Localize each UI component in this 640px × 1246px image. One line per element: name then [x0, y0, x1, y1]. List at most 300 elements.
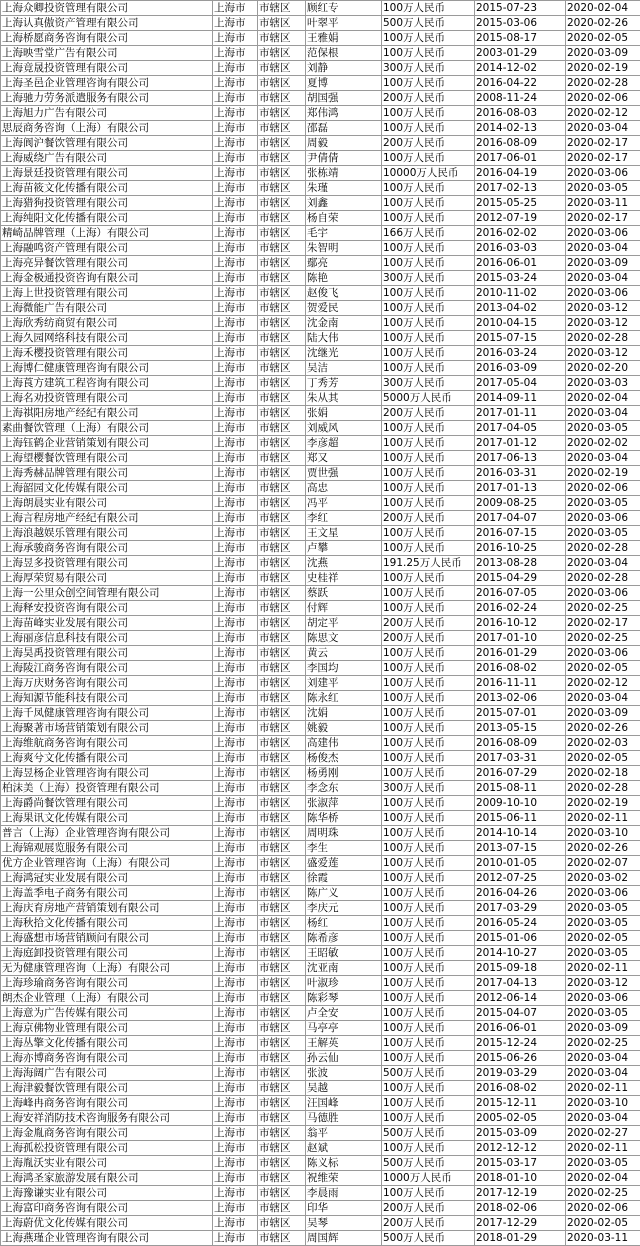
- table-row: [1, 736, 640, 751]
- established-date-cell: 2015-09-18: [475, 961, 566, 976]
- update-date-cell: 2020-02-25: [566, 1186, 640, 1201]
- legal-representative-cell: 印华: [306, 1201, 382, 1216]
- city-cell: 上海市: [213, 721, 258, 736]
- established-date-cell: 2008-11-24: [475, 91, 566, 106]
- city-cell: 上海市: [213, 571, 258, 586]
- registered-capital-cell: 200万人民币: [382, 631, 475, 646]
- registered-capital-cell: 200万人民币: [382, 91, 475, 106]
- registered-capital-cell: 100万人民币: [382, 301, 475, 316]
- company-name-cell: 上海浪越娱乐管理有限公司: [1, 526, 213, 541]
- registered-capital-cell: 100万人民币: [382, 751, 475, 766]
- update-date-cell: 2020-03-04: [566, 271, 640, 286]
- legal-representative-cell: 马亭亭: [306, 1021, 382, 1036]
- legal-representative-cell: 卢攀: [306, 541, 382, 556]
- city-cell: 上海市: [213, 106, 258, 121]
- table-row: [1, 1096, 640, 1111]
- district-cell: 市辖区: [258, 1081, 306, 1096]
- legal-representative-cell: 刘鑫: [306, 196, 382, 211]
- registered-capital-cell: 1000万人民币: [382, 1171, 475, 1186]
- update-date-cell: 2020-03-11: [566, 196, 640, 211]
- legal-representative-cell: 付辉: [306, 601, 382, 616]
- table-row: [1, 586, 640, 601]
- established-date-cell: 2015-06-11: [475, 811, 566, 826]
- established-date-cell: 2015-08-17: [475, 31, 566, 46]
- city-cell: 上海市: [213, 1036, 258, 1051]
- update-date-cell: 2020-03-05: [566, 916, 640, 931]
- city-cell: 上海市: [213, 1111, 258, 1126]
- city-cell: 上海市: [213, 841, 258, 856]
- table-row: [1, 196, 640, 211]
- legal-representative-cell: 杨俊杰: [306, 751, 382, 766]
- district-cell: 市辖区: [258, 16, 306, 31]
- company-name-cell: 上海珍瑜商务咨询有限公司: [1, 976, 213, 991]
- legal-representative-cell: 陈彩琴: [306, 991, 382, 1006]
- company-name-cell: 上海维航商务咨询有限公司: [1, 736, 213, 751]
- registered-capital-cell: 300万人民币: [382, 376, 475, 391]
- update-date-cell: 2020-02-12: [566, 676, 640, 691]
- city-cell: 上海市: [213, 256, 258, 271]
- update-date-cell: 2020-02-06: [566, 1201, 640, 1216]
- legal-representative-cell: 杨红: [306, 916, 382, 931]
- company-name-cell: 上海博仁健康管理咨询有限公司: [1, 361, 213, 376]
- company-name-cell: 上海峰冉商务咨询有限公司: [1, 1096, 213, 1111]
- registered-capital-cell: 100万人民币: [382, 1186, 475, 1201]
- company-name-cell: 上海安祥消防技术咨询服务有限公司: [1, 1111, 213, 1126]
- registered-capital-cell: 100万人民币: [382, 736, 475, 751]
- update-date-cell: 2020-03-09: [566, 706, 640, 721]
- company-name-cell: 普言（上海）企业管理咨询有限公司: [1, 826, 213, 841]
- city-cell: 上海市: [213, 346, 258, 361]
- registered-capital-cell: 100万人民币: [382, 256, 475, 271]
- district-cell: 市辖区: [258, 631, 306, 646]
- district-cell: 市辖区: [258, 481, 306, 496]
- table-row: [1, 961, 640, 976]
- table-row: [1, 31, 640, 46]
- legal-representative-cell: 李彦超: [306, 436, 382, 451]
- company-name-cell: 上海亦博商务咨询有限公司: [1, 1051, 213, 1066]
- table-row: [1, 826, 640, 841]
- district-cell: 市辖区: [258, 421, 306, 436]
- table-row: [1, 556, 640, 571]
- district-cell: 市辖区: [258, 526, 306, 541]
- update-date-cell: 2020-02-05: [566, 661, 640, 676]
- district-cell: 市辖区: [258, 586, 306, 601]
- established-date-cell: 2016-07-29: [475, 766, 566, 781]
- update-date-cell: 2020-03-04: [566, 556, 640, 571]
- company-name-cell: 上海京佛物业管理有限公司: [1, 1021, 213, 1036]
- city-cell: 上海市: [213, 556, 258, 571]
- legal-representative-cell: 吴越: [306, 1081, 382, 1096]
- update-date-cell: 2020-02-18: [566, 766, 640, 781]
- registered-capital-cell: 100万人民币: [382, 976, 475, 991]
- update-date-cell: 2020-03-05: [566, 901, 640, 916]
- table-row: [1, 631, 640, 646]
- legal-representative-cell: 盛爱莲: [306, 856, 382, 871]
- update-date-cell: 2020-02-06: [566, 91, 640, 106]
- update-date-cell: 2020-03-09: [566, 1021, 640, 1036]
- registered-capital-cell: 500万人民币: [382, 1231, 475, 1246]
- district-cell: 市辖区: [258, 1111, 306, 1126]
- table-row: [1, 331, 640, 346]
- district-cell: 市辖区: [258, 691, 306, 706]
- registered-capital-cell: 100万人民币: [382, 286, 475, 301]
- established-date-cell: 2013-07-15: [475, 841, 566, 856]
- company-name-cell: 上海知源节能科技有限公司: [1, 691, 213, 706]
- company-name-cell: 上海豫谦实业有限公司: [1, 1186, 213, 1201]
- table-row: [1, 511, 640, 526]
- legal-representative-cell: 卢全安: [306, 1006, 382, 1021]
- legal-representative-cell: 张波: [306, 1066, 382, 1081]
- update-date-cell: 2020-02-11: [566, 1081, 640, 1096]
- city-cell: 上海市: [213, 361, 258, 376]
- established-date-cell: 2017-02-13: [475, 181, 566, 196]
- established-date-cell: 2016-02-02: [475, 226, 566, 241]
- registered-capital-cell: 100万人民币: [382, 31, 475, 46]
- update-date-cell: 2020-02-27: [566, 1126, 640, 1141]
- registered-capital-cell: 100万人民币: [382, 361, 475, 376]
- legal-representative-cell: 张淑萍: [306, 796, 382, 811]
- district-cell: 市辖区: [258, 376, 306, 391]
- city-cell: 上海市: [213, 871, 258, 886]
- legal-representative-cell: 周毅: [306, 136, 382, 151]
- company-name-cell: 上海苗筱文化传播有限公司: [1, 181, 213, 196]
- table-row: [1, 541, 640, 556]
- company-name-cell: 上海认真傲资产管理有限公司: [1, 16, 213, 31]
- established-date-cell: 2010-01-05: [475, 856, 566, 871]
- city-cell: 上海市: [213, 781, 258, 796]
- company-name-cell: 精崎品牌管理（上海）有限公司: [1, 226, 213, 241]
- established-date-cell: 2016-08-09: [475, 136, 566, 151]
- update-date-cell: 2020-03-02: [566, 871, 640, 886]
- established-date-cell: 2016-06-01: [475, 256, 566, 271]
- established-date-cell: 2016-10-12: [475, 616, 566, 631]
- city-cell: 上海市: [213, 1096, 258, 1111]
- legal-representative-cell: 姚毅: [306, 721, 382, 736]
- table-row: [1, 91, 640, 106]
- city-cell: 上海市: [213, 181, 258, 196]
- city-cell: 上海市: [213, 826, 258, 841]
- registered-capital-cell: 100万人民币: [382, 571, 475, 586]
- district-cell: 市辖区: [258, 796, 306, 811]
- update-date-cell: 2020-02-05: [566, 931, 640, 946]
- district-cell: 市辖区: [258, 976, 306, 991]
- district-cell: 市辖区: [258, 961, 306, 976]
- established-date-cell: 2009-10-10: [475, 796, 566, 811]
- established-date-cell: 2016-07-15: [475, 526, 566, 541]
- established-date-cell: 2016-04-22: [475, 76, 566, 91]
- established-date-cell: 2015-01-06: [475, 931, 566, 946]
- city-cell: 上海市: [213, 271, 258, 286]
- district-cell: 市辖区: [258, 1051, 306, 1066]
- update-date-cell: 2020-03-12: [566, 301, 640, 316]
- established-date-cell: 2009-08-25: [475, 496, 566, 511]
- district-cell: 市辖区: [258, 466, 306, 481]
- registered-capital-cell: 100万人民币: [382, 316, 475, 331]
- registered-capital-cell: 100万人民币: [382, 841, 475, 856]
- established-date-cell: 2015-04-07: [475, 1006, 566, 1021]
- legal-representative-cell: 顾红专: [306, 1, 382, 16]
- table-row: [1, 1021, 640, 1036]
- company-name-cell: 上海映雪堂广告有限公司: [1, 46, 213, 61]
- established-date-cell: 2016-03-09: [475, 361, 566, 376]
- established-date-cell: 2016-03-24: [475, 346, 566, 361]
- company-name-cell: 上海苗峰实业发展有限公司: [1, 616, 213, 631]
- established-date-cell: 2017-01-13: [475, 481, 566, 496]
- registered-capital-cell: 200万人民币: [382, 1216, 475, 1231]
- company-name-cell: 上海钰鹤企业营销策划有限公司: [1, 436, 213, 451]
- legal-representative-cell: 翁平: [306, 1126, 382, 1141]
- table-row: [1, 856, 640, 871]
- established-date-cell: 2003-01-29: [475, 46, 566, 61]
- established-date-cell: 2017-04-13: [475, 976, 566, 991]
- established-date-cell: 2014-12-02: [475, 61, 566, 76]
- update-date-cell: 2020-03-10: [566, 1096, 640, 1111]
- company-name-cell: 上海禾樱投资管理有限公司: [1, 346, 213, 361]
- company-name-cell: 上海纯阳文化传播有限公司: [1, 211, 213, 226]
- company-name-cell: 上海果讯文化传媒有限公司: [1, 811, 213, 826]
- established-date-cell: 2017-04-07: [475, 511, 566, 526]
- district-cell: 市辖区: [258, 811, 306, 826]
- registered-capital-cell: 100万人民币: [382, 961, 475, 976]
- district-cell: 市辖区: [258, 1021, 306, 1036]
- registered-capital-cell: 300万人民币: [382, 61, 475, 76]
- city-cell: 上海市: [213, 1066, 258, 1081]
- update-date-cell: 2020-03-05: [566, 181, 640, 196]
- update-date-cell: 2020-02-28: [566, 571, 640, 586]
- city-cell: 上海市: [213, 631, 258, 646]
- update-date-cell: 2020-02-02: [566, 436, 640, 451]
- registered-capital-cell: 100万人民币: [382, 1111, 475, 1126]
- update-date-cell: 2020-02-28: [566, 76, 640, 91]
- legal-representative-cell: 马德胜: [306, 1111, 382, 1126]
- update-date-cell: 2020-03-09: [566, 256, 640, 271]
- district-cell: 市辖区: [258, 1096, 306, 1111]
- table-row: [1, 1066, 640, 1081]
- district-cell: 市辖区: [258, 31, 306, 46]
- update-date-cell: 2020-02-12: [566, 106, 640, 121]
- registered-capital-cell: 100万人民币: [382, 1006, 475, 1021]
- registered-capital-cell: 100万人民币: [382, 466, 475, 481]
- company-name-cell: 上海庭卸投资管理有限公司: [1, 946, 213, 961]
- established-date-cell: 2017-12-29: [475, 1216, 566, 1231]
- legal-representative-cell: 杨自荣: [306, 211, 382, 226]
- city-cell: 上海市: [213, 1006, 258, 1021]
- established-date-cell: 2016-03-03: [475, 241, 566, 256]
- city-cell: 上海市: [213, 76, 258, 91]
- update-date-cell: 2020-02-26: [566, 841, 640, 856]
- update-date-cell: 2020-03-12: [566, 346, 640, 361]
- city-cell: 上海市: [213, 1, 258, 16]
- established-date-cell: 2010-04-15: [475, 316, 566, 331]
- registered-capital-cell: 500万人民币: [382, 1066, 475, 1081]
- established-date-cell: 2015-03-09: [475, 1126, 566, 1141]
- city-cell: 上海市: [213, 706, 258, 721]
- district-cell: 市辖区: [258, 901, 306, 916]
- company-name-cell: 上海秋拾文化传播有限公司: [1, 916, 213, 931]
- registered-capital-cell: 100万人民币: [382, 76, 475, 91]
- legal-representative-cell: 胡国强: [306, 91, 382, 106]
- city-cell: 上海市: [213, 1081, 258, 1096]
- legal-representative-cell: 毛宇: [306, 226, 382, 241]
- table-row: [1, 1126, 640, 1141]
- legal-representative-cell: 沈亚南: [306, 961, 382, 976]
- update-date-cell: 2020-03-04: [566, 1051, 640, 1066]
- table-row: [1, 601, 640, 616]
- table-row: [1, 286, 640, 301]
- registered-capital-cell: 100万人民币: [382, 1081, 475, 1096]
- city-cell: 上海市: [213, 1216, 258, 1231]
- registered-capital-cell: 200万人民币: [382, 406, 475, 421]
- city-cell: 上海市: [213, 406, 258, 421]
- established-date-cell: 2017-06-13: [475, 451, 566, 466]
- established-date-cell: 2015-06-26: [475, 1051, 566, 1066]
- update-date-cell: 2020-02-11: [566, 811, 640, 826]
- established-date-cell: 2017-01-12: [475, 436, 566, 451]
- district-cell: 市辖区: [258, 151, 306, 166]
- registered-capital-cell: 100万人民币: [382, 916, 475, 931]
- update-date-cell: 2020-02-07: [566, 856, 640, 871]
- established-date-cell: 2014-10-27: [475, 946, 566, 961]
- table-row: [1, 1156, 640, 1171]
- update-date-cell: 2020-03-05: [566, 421, 640, 436]
- table-row: [1, 121, 640, 136]
- legal-representative-cell: 赵俊飞: [306, 286, 382, 301]
- registered-capital-cell: 100万人民币: [382, 826, 475, 841]
- city-cell: 上海市: [213, 601, 258, 616]
- update-date-cell: 2020-03-06: [566, 991, 640, 1006]
- registered-capital-cell: 100万人民币: [382, 1036, 475, 1051]
- table-row: [1, 1, 640, 16]
- district-cell: 市辖区: [258, 316, 306, 331]
- update-date-cell: 2020-02-25: [566, 631, 640, 646]
- company-name-cell: 上海一公里众创空间管理有限公司: [1, 586, 213, 601]
- established-date-cell: 2013-04-02: [475, 301, 566, 316]
- table-row: [1, 661, 640, 676]
- update-date-cell: 2020-02-03: [566, 736, 640, 751]
- established-date-cell: 2018-01-10: [475, 1171, 566, 1186]
- table-row: [1, 1171, 640, 1186]
- company-name-cell: 柏沫美（上海）投资管理有限公司: [1, 781, 213, 796]
- table-row: [1, 391, 640, 406]
- registered-capital-cell: 100万人民币: [382, 436, 475, 451]
- registered-capital-cell: 100万人民币: [382, 421, 475, 436]
- company-name-cell: 上海圣邑企业管理咨询有限公司: [1, 76, 213, 91]
- registered-capital-cell: 100万人民币: [382, 661, 475, 676]
- registered-capital-cell: 100万人民币: [382, 331, 475, 346]
- district-cell: 市辖区: [258, 826, 306, 841]
- established-date-cell: 2012-06-14: [475, 991, 566, 1006]
- established-date-cell: 2018-01-29: [475, 1231, 566, 1246]
- legal-representative-cell: 丁秀芳: [306, 376, 382, 391]
- company-name-cell: 上海爽兮文化传播有限公司: [1, 751, 213, 766]
- district-cell: 市辖区: [258, 286, 306, 301]
- city-cell: 上海市: [213, 151, 258, 166]
- table-row: [1, 106, 640, 121]
- company-name-cell: 上海景廷投资管理有限公司: [1, 166, 213, 181]
- table-row: [1, 481, 640, 496]
- district-cell: 市辖区: [258, 556, 306, 571]
- district-cell: 市辖区: [258, 1126, 306, 1141]
- legal-representative-cell: 高建伟: [306, 736, 382, 751]
- established-date-cell: 2015-03-06: [475, 16, 566, 31]
- table-row: [1, 841, 640, 856]
- company-name-cell: 上海祺阳房地产经纪有限公司: [1, 406, 213, 421]
- table-body: [1, 1, 640, 1246]
- legal-representative-cell: 孙云仙: [306, 1051, 382, 1066]
- established-date-cell: 2016-06-01: [475, 1021, 566, 1036]
- registered-capital-cell: 100万人民币: [382, 211, 475, 226]
- district-cell: 市辖区: [258, 256, 306, 271]
- district-cell: 市辖区: [258, 601, 306, 616]
- registered-capital-cell: 100万人民币: [382, 346, 475, 361]
- established-date-cell: 2017-03-29: [475, 901, 566, 916]
- established-date-cell: 2015-07-23: [475, 1, 566, 16]
- established-date-cell: 2017-03-31: [475, 751, 566, 766]
- company-name-cell: 朗杰企业管理（上海）有限公司: [1, 991, 213, 1006]
- registered-capital-cell: 100万人民币: [382, 946, 475, 961]
- legal-representative-cell: 陈思文: [306, 631, 382, 646]
- established-date-cell: 2016-04-26: [475, 886, 566, 901]
- city-cell: 上海市: [213, 331, 258, 346]
- update-date-cell: 2020-02-28: [566, 331, 640, 346]
- city-cell: 上海市: [213, 736, 258, 751]
- legal-representative-cell: 夏博: [306, 76, 382, 91]
- city-cell: 上海市: [213, 226, 258, 241]
- city-cell: 上海市: [213, 931, 258, 946]
- city-cell: 上海市: [213, 16, 258, 31]
- update-date-cell: 2020-02-17: [566, 211, 640, 226]
- legal-representative-cell: 王解英: [306, 1036, 382, 1051]
- update-date-cell: 2020-02-19: [566, 466, 640, 481]
- city-cell: 上海市: [213, 691, 258, 706]
- established-date-cell: 2017-04-05: [475, 421, 566, 436]
- table-row: [1, 1216, 640, 1231]
- registered-capital-cell: 100万人民币: [382, 1051, 475, 1066]
- update-date-cell: 2020-02-28: [566, 781, 640, 796]
- city-cell: 上海市: [213, 1186, 258, 1201]
- legal-representative-cell: 李庆元: [306, 901, 382, 916]
- table-row: [1, 256, 640, 271]
- company-name-cell: 上海融鸣资产管理有限公司: [1, 241, 213, 256]
- table-row: [1, 991, 640, 1006]
- city-cell: 上海市: [213, 496, 258, 511]
- table-row: [1, 646, 640, 661]
- district-cell: 市辖区: [258, 91, 306, 106]
- city-cell: 上海市: [213, 856, 258, 871]
- table-row: [1, 466, 640, 481]
- company-name-cell: 上海金胤商务咨询有限公司: [1, 1126, 213, 1141]
- table-row: [1, 751, 640, 766]
- legal-representative-cell: 郑又: [306, 451, 382, 466]
- update-date-cell: 2020-02-28: [566, 541, 640, 556]
- established-date-cell: 2014-02-13: [475, 121, 566, 136]
- district-cell: 市辖区: [258, 541, 306, 556]
- company-name-cell: 上海昱杨企业管理咨询有限公司: [1, 766, 213, 781]
- company-name-cell: 上海秀赫品牌管理有限公司: [1, 466, 213, 481]
- established-date-cell: 2013-05-15: [475, 721, 566, 736]
- district-cell: 市辖区: [258, 46, 306, 61]
- city-cell: 上海市: [213, 961, 258, 976]
- established-date-cell: 2015-12-24: [475, 1036, 566, 1051]
- registered-capital-cell: 100万人民币: [382, 496, 475, 511]
- established-date-cell: 2012-07-19: [475, 211, 566, 226]
- established-date-cell: 2017-01-11: [475, 406, 566, 421]
- company-name-cell: 上海胤沃实业有限公司: [1, 1156, 213, 1171]
- table-row: [1, 526, 640, 541]
- registered-capital-cell: 100万人民币: [382, 451, 475, 466]
- district-cell: 市辖区: [258, 361, 306, 376]
- city-cell: 上海市: [213, 436, 258, 451]
